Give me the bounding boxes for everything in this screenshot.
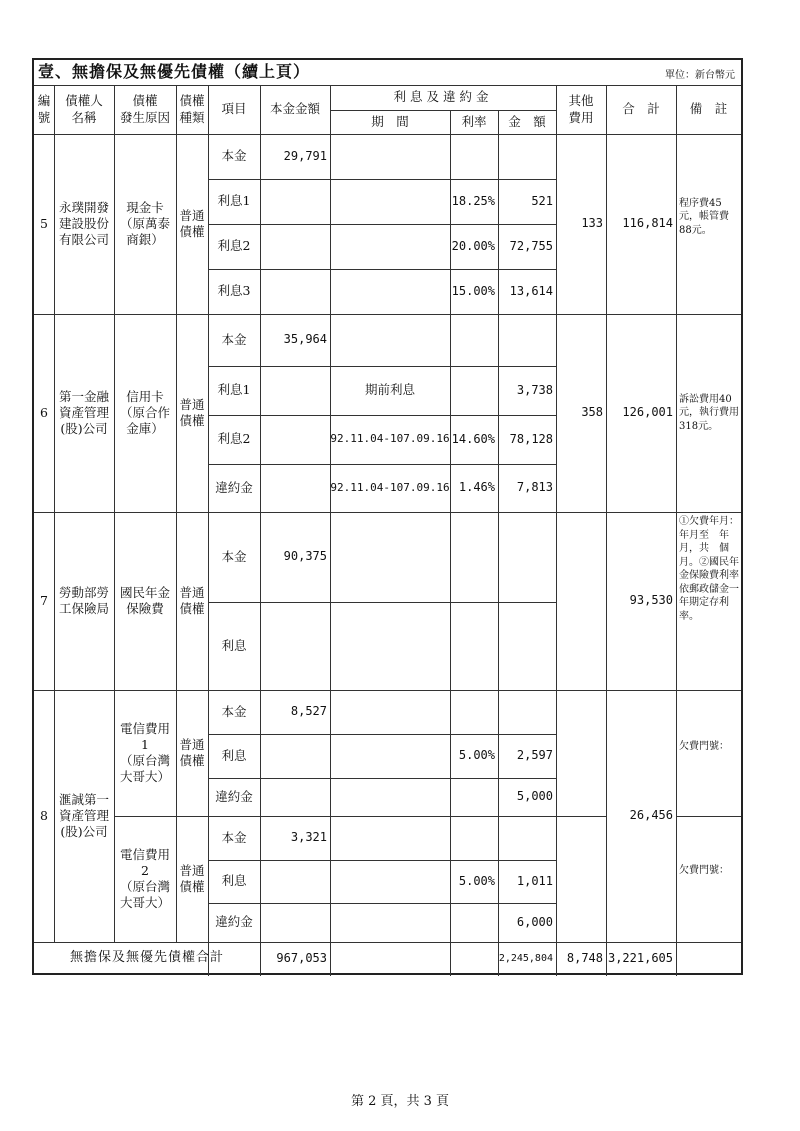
row8-sub2-amount: 1,011: [516, 873, 553, 888]
row6-principal: 35,964: [283, 332, 327, 347]
row5-rate: 15.00%: [451, 283, 495, 298]
row6-item: 違約金: [215, 479, 253, 495]
header-creditor: 債權人 名稱: [65, 93, 103, 125]
row8-sub2-type: 普通 債權: [179, 862, 205, 894]
row5-amount: 521: [531, 193, 553, 208]
row8-sub1-origin: 電信費用 1 （原台灣 大哥大）: [119, 720, 170, 785]
header-no: 編 號: [37, 93, 51, 125]
row6-total: 126,001: [622, 405, 673, 420]
row5-amount: 13,614: [509, 283, 553, 298]
row8-sub2-amount: 6,000: [516, 914, 553, 929]
header-interest-group: 利息及違約金: [393, 89, 493, 105]
row8-sub2-item: 利息: [221, 873, 247, 889]
row8-sub2-principal: 3,321: [290, 830, 327, 845]
row6-other-fees: 358: [581, 405, 603, 420]
row6-amount: 78,128: [509, 431, 553, 446]
row7-item: 本金: [221, 548, 247, 564]
row8-sub1-item: 違約金: [215, 788, 253, 804]
row6-item: 利息2: [217, 431, 251, 447]
page-title: 壹、無擔保及無優先債權（續上頁）: [38, 62, 311, 82]
header-rate: 利率: [461, 113, 487, 129]
header-type: 債權 種類: [179, 93, 205, 125]
row6-item: 利息1: [217, 382, 251, 398]
row8-sub1-principal: 8,527: [290, 704, 327, 719]
row5-item: 利息1: [217, 193, 251, 209]
row7-type: 普通 債權: [179, 584, 205, 616]
row8-sub1-rate: 5.00%: [458, 748, 495, 763]
row6-no: 6: [40, 404, 48, 420]
summary-other-fees: 8,748: [566, 950, 603, 965]
row8-sub2-item: 違約金: [215, 914, 253, 930]
row5-item: 利息3: [217, 283, 251, 299]
row5-other-fees: 133: [581, 216, 603, 231]
row5-remarks: 程序費45元，帳管費88元。: [679, 197, 729, 236]
header-total: 合 計: [622, 101, 660, 117]
row8-sub2-item: 本金: [221, 829, 247, 845]
page-number: 第 2 頁，共 3 頁: [350, 1094, 450, 1109]
row6-origin: 信用卡 （原合作 金庫）: [119, 388, 170, 437]
header-principal: 本金金額: [269, 101, 320, 117]
row6-remarks: 訴訟費用40元，執行費用318元。: [679, 393, 739, 432]
row6-creditor: 第一金融 資產管理 (股)公司: [58, 388, 109, 437]
row8-creditor: 滙誠第一 資產管理 (股)公司: [58, 791, 109, 840]
summary-total: 3,221,605: [607, 950, 673, 965]
row6-amount: 3,738: [516, 382, 553, 397]
header-origin: 債權 發生原因: [119, 93, 170, 125]
header-item: 項目: [221, 101, 247, 117]
row8-no: 8: [40, 807, 48, 823]
row8-sub1-item: 利息: [221, 747, 247, 763]
row8-sub1-amount: 2,597: [516, 748, 553, 763]
row7-origin: 國民年金 保險費: [119, 584, 170, 616]
header-period: 期 間: [371, 113, 409, 129]
row6-rate: 14.60%: [451, 431, 495, 446]
row5-type: 普通 債權: [179, 207, 205, 239]
header-remarks: 備 註: [689, 101, 728, 117]
row6-period: 92.11.04-107.09.16: [330, 480, 450, 494]
row7-creditor: 勞動部勞 工保險局: [58, 584, 109, 616]
row7-no: 7: [40, 592, 48, 608]
row5-total: 116,814: [622, 216, 673, 231]
row6-rate: 1.46%: [458, 480, 495, 495]
row8-sub1-remarks: 欠費門號：: [679, 741, 729, 752]
header-other-fees: 其他 費用: [568, 93, 594, 125]
debt-table: [32, 58, 743, 975]
row5-principal: 29,791: [283, 148, 327, 163]
summary-amount: 2,245,804: [498, 953, 553, 964]
row5-item: 利息2: [217, 238, 251, 254]
row8-sub2-origin: 電信費用 2 （原台灣 大哥大）: [119, 846, 170, 911]
row8-sub1-type: 普通 債權: [179, 736, 205, 768]
row5-rate: 20.00%: [451, 238, 495, 253]
summary-label: 無擔保及無優先債權合計: [69, 950, 224, 966]
row5-creditor: 永璞開發 建設股份 有限公司: [58, 199, 109, 248]
row5-amount: 72,755: [509, 238, 553, 253]
row5-origin: 現金卡 （原萬泰 商銀）: [119, 199, 170, 248]
header-amount: 金 額: [508, 113, 546, 129]
row5-item: 本金: [221, 148, 247, 164]
row8-sub1-item: 本金: [221, 703, 247, 719]
row6-period: 期前利息: [364, 382, 415, 398]
row5-rate: 18.25%: [451, 193, 495, 208]
row5-no: 5: [40, 215, 48, 231]
row6-item: 本金: [221, 331, 247, 347]
row6-period: 92.11.04-107.09.16: [330, 432, 450, 446]
currency-unit: 單位：新台幣元: [665, 70, 735, 81]
row6-type: 普通 債權: [179, 396, 205, 428]
row7-principal: 90,375: [283, 549, 327, 564]
row7-total: 93,530: [629, 593, 673, 608]
row8-sub2-remarks: 欠費門號：: [679, 865, 729, 876]
row8-sub1-amount: 5,000: [516, 789, 553, 804]
row7-remarks: ①欠費年月： 年月至 年月，共 個月。②國民年金保險費利率依郵政儲金一年期定存利率。: [679, 516, 744, 622]
row6-amount: 7,813: [516, 480, 553, 495]
row8-total: 26,456: [629, 808, 673, 823]
summary-principal: 967,053: [276, 950, 327, 965]
row8-sub2-rate: 5.00%: [458, 873, 495, 888]
row7-item: 利息: [221, 637, 247, 653]
